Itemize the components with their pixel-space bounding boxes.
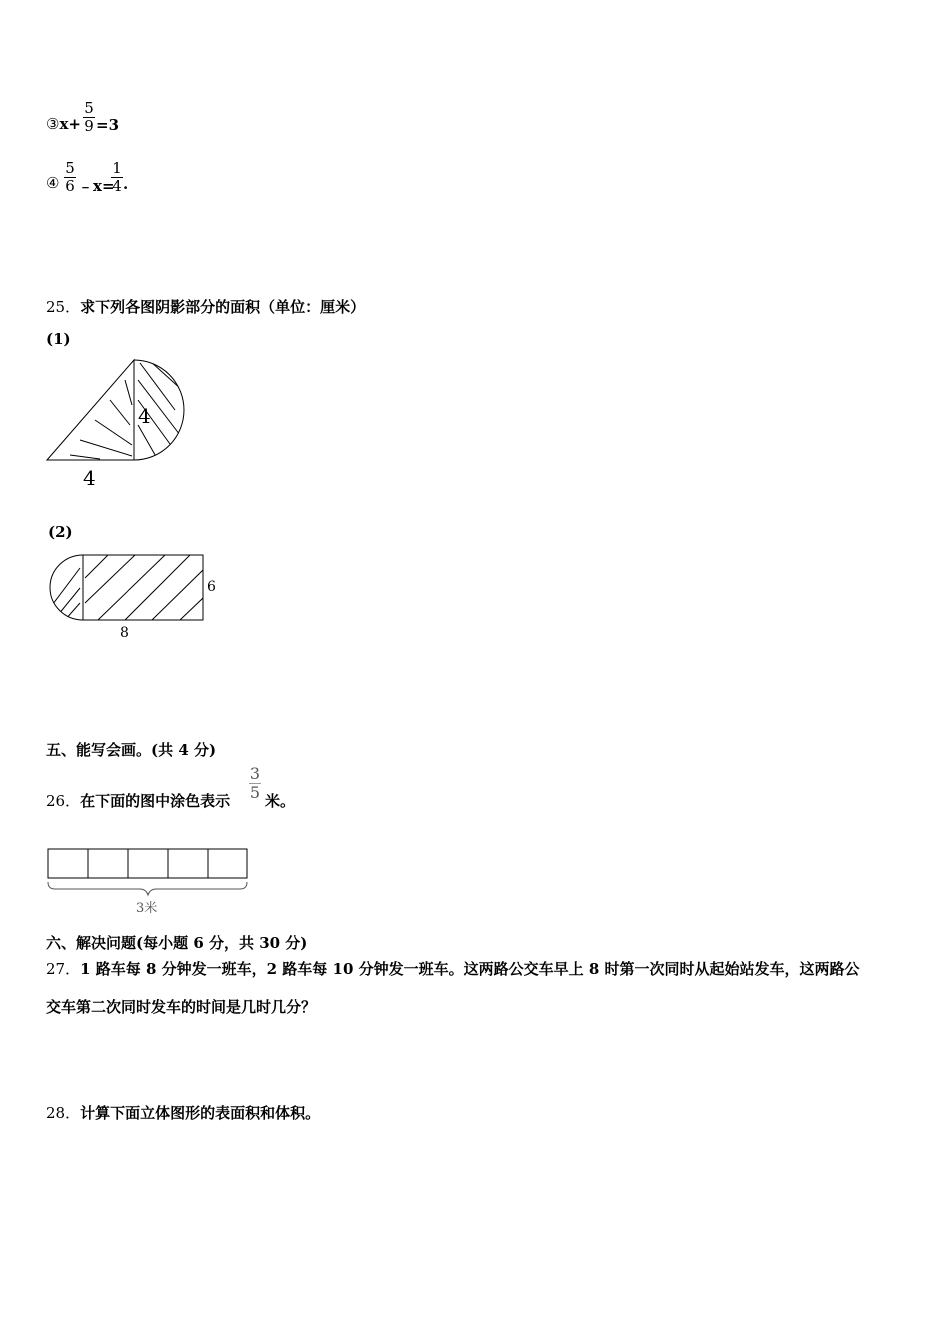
question-26-unit: 米。: [265, 792, 296, 810]
bar-cell-3[interactable]: [128, 849, 168, 878]
question-number: 26．: [46, 792, 81, 810]
fraction-denominator: 5: [249, 783, 261, 802]
figure-2-shaded-rectangle-semicircle: [40, 548, 230, 648]
question-26: [46, 790, 230, 811]
fraction-numerator: 5: [84, 99, 94, 117]
section-5-title: 五、能写会画。(共 4 分): [46, 741, 217, 759]
figure-2-label: (2): [48, 523, 73, 541]
question-26-bar-diagram: [40, 842, 260, 922]
question-number: 25．: [46, 298, 81, 316]
fraction-denominator: 6: [65, 177, 75, 195]
question-text: 求下列各图阴影部分的面积（单位：厘米）: [80, 298, 366, 316]
figure-2-height-label: 6: [207, 579, 216, 595]
brace: [48, 882, 247, 895]
question-text: 计算下面立体图形的表面积和体积。: [80, 1104, 321, 1122]
equation-4-marker: ④: [46, 174, 60, 192]
equation-3: [46, 115, 81, 139]
figure-1-shaded-triangle-semicircle: [40, 355, 200, 495]
fraction-numerator: 1: [112, 159, 122, 177]
equation-4-end: .: [123, 175, 129, 193]
bar-cell-5[interactable]: [208, 849, 247, 878]
question-28: [46, 1102, 320, 1123]
bar-cell-1[interactable]: [48, 849, 88, 878]
question-25: [46, 296, 365, 317]
question-27-line-1: [46, 958, 860, 979]
question-27-line-2: 交车第二次同时发车的时间是几时几分？: [46, 998, 317, 1016]
figure-1-label: (1): [46, 330, 71, 348]
fraction-denominator: 4: [112, 177, 122, 195]
section-6-title: 六、解决问题(每小题 6 分，共 30 分): [46, 934, 308, 952]
fraction-5-6: [63, 160, 77, 195]
question-number: 27．: [46, 960, 81, 978]
fraction-1-4: [110, 160, 124, 195]
figure-1-height-label: 4: [138, 404, 151, 428]
question-text: 在下面的图中涂色表示: [80, 792, 231, 810]
fraction-numerator: 5: [65, 159, 75, 177]
figure-1-base-label: 4: [83, 466, 96, 490]
equation-variable: x+: [59, 115, 81, 133]
equation-4-middle: ﹣x=: [78, 177, 115, 195]
question-number: 28．: [46, 1104, 81, 1122]
bar-cell-2[interactable]: [88, 849, 128, 878]
fraction-denominator: 9: [84, 117, 94, 135]
figure-2-length-label: 8: [120, 625, 129, 641]
fraction-numerator: 3: [249, 764, 261, 783]
equation-marker: ③: [46, 115, 60, 133]
fraction-3-5: [248, 765, 262, 802]
equation-rhs: =3: [96, 116, 120, 134]
brace-label: 3米: [136, 901, 158, 916]
bar-cell-4[interactable]: [168, 849, 208, 878]
fraction-5-9: [82, 100, 96, 135]
question-text: 1 路车每 8 分钟发一班车，2 路车每 10 分钟发一班车。这两路公交车早上 8 时第一次同时从起始站发车，这两路公: [80, 960, 860, 978]
